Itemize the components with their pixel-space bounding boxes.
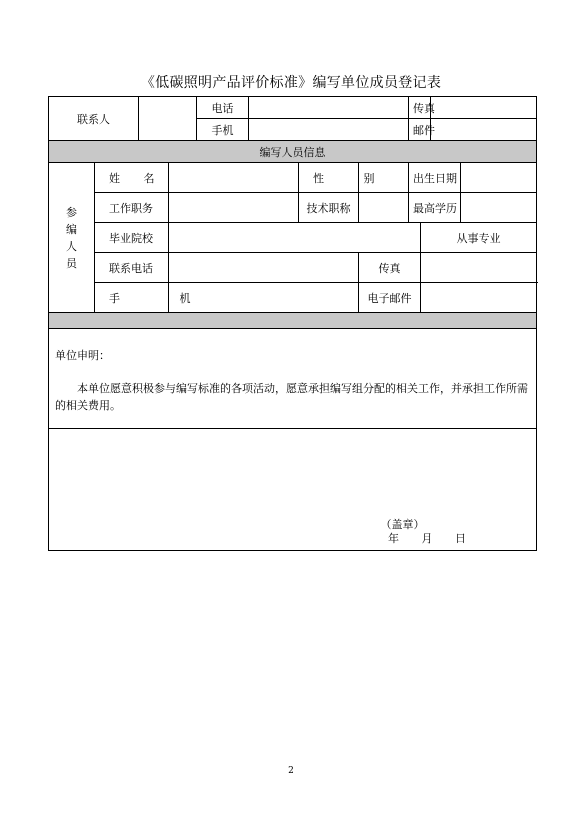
statement-heading: 单位申明： [55, 349, 110, 362]
statement-body: 本单位愿意积极参与编写标准的各项活动，愿意承担编写组分配的相关工作，并承担工作所需的相关费用。 [55, 382, 528, 412]
school-label: 毕业院校 [95, 223, 169, 253]
member-group-char: 参 [66, 205, 77, 219]
member-fax-value[interactable] [421, 253, 537, 283]
phone-value[interactable] [249, 97, 409, 119]
member-group-char: 员 [66, 256, 77, 270]
name-value[interactable] [169, 163, 299, 193]
date-year: 年 [388, 532, 399, 545]
page-number: 2 [288, 766, 294, 776]
member-email-label: 电子邮件 [359, 283, 421, 313]
member-group-char: 人 [66, 239, 77, 253]
seal-block [375, 518, 467, 546]
form-title: 《低碳照明产品评价标准》编写单位成员登记表 [140, 75, 442, 91]
school-value[interactable] [169, 223, 421, 253]
birth-date-value[interactable] [461, 163, 537, 193]
section-header: 编写人员信息 [49, 141, 537, 163]
sign-date [375, 532, 467, 546]
phone-label: 电话 [197, 97, 249, 119]
date-day: 日 [455, 532, 466, 545]
mobile-label: 手机 [197, 119, 249, 141]
tech-title-value[interactable] [359, 193, 409, 223]
registration-form [48, 96, 537, 551]
contact-person-value[interactable] [139, 97, 197, 141]
position-value[interactable] [169, 193, 299, 223]
email-label: 邮件 [409, 119, 431, 141]
name-label: 姓 名 [95, 163, 169, 193]
gender-label: 性 别 [299, 163, 359, 193]
fax-value[interactable] [431, 97, 537, 119]
member-email-value[interactable] [421, 283, 537, 313]
member-group-label [49, 163, 95, 313]
contact-phone-label: 联系电话 [95, 253, 169, 283]
education-label: 最高学历 [409, 193, 461, 223]
member-mobile-label: 手 机 [95, 283, 169, 313]
seal-cell [49, 429, 537, 551]
separator-bar [49, 313, 537, 329]
member-fax-label: 传真 [359, 253, 421, 283]
major-label: 从事专业 [421, 223, 537, 253]
email-value[interactable] [431, 119, 537, 141]
contact-person-label: 联系人 [49, 97, 139, 141]
position-label: 工作职务 [95, 193, 169, 223]
contact-phone-value[interactable] [169, 253, 359, 283]
date-month: 月 [421, 532, 433, 545]
mobile-value[interactable] [249, 119, 409, 141]
statement-cell [49, 329, 537, 429]
seal-label: （盖章） [380, 518, 425, 531]
education-value[interactable] [461, 193, 537, 223]
member-group-char: 编 [66, 222, 77, 236]
tech-title-label: 技术职称 [299, 193, 359, 223]
birth-date-label: 出生日期 [409, 163, 461, 193]
fax-label: 传真 [409, 97, 431, 119]
